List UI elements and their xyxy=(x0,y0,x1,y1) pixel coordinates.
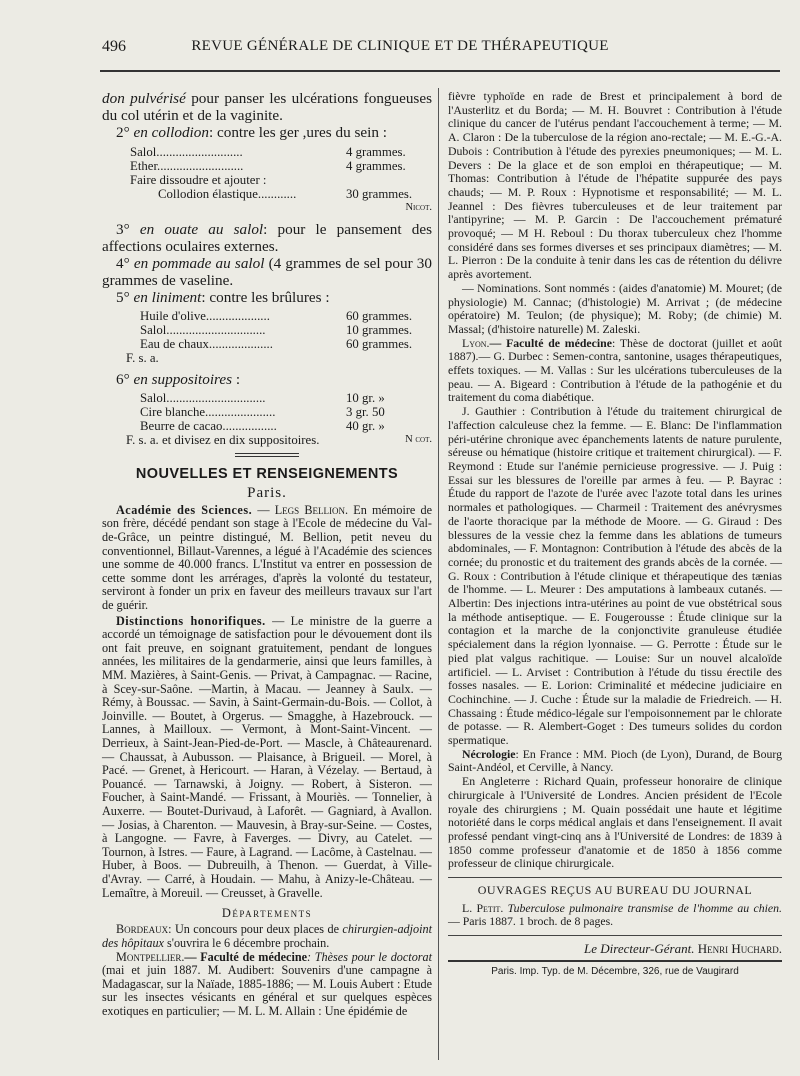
formula-line: Collodion élastique............ 30 grammes. xyxy=(158,187,413,201)
signature-nicot: Nicot. xyxy=(405,202,432,213)
item-ouate: 3° en ouate au salol: pour le pansement des affections oculaires externes. xyxy=(102,221,433,256)
item-liniment: 5° en liniment: contre les brûlures : xyxy=(116,289,330,307)
item-pommade: 4° en pommade au salol (4 grammes de sel pour 30 grammes de vaseline. xyxy=(102,255,432,290)
ornament-rule xyxy=(235,453,299,457)
ouvrage-entry: L. Petit. Tuberculose pulmonaire transmise de l'homme au chien. — Paris 1887. 1 broch. de 8 pages. xyxy=(448,900,782,929)
nominations-paragraph: — Nominations. Sont nommés : (aides d'anatomie) M. Mouret; (de physiologie) M. Cannac; (d'histologie) M. Arrivat ; (de médecine opératoire) M. Teulon; (de physique); M. Roby; (de chimie) M. Massal; (d'histoire naturelle) M. Zaleski. xyxy=(448,280,782,336)
running-title: REVUE GÉNÉRALE DE CLINIQUE ET DE THÉRAPEUTIQUE xyxy=(191,38,609,54)
montpellier-paragraph: Montpellier.— Faculté de médecine: Thèses pour le doctorat (mai et juin 1887. M. Audibert: Souvenirs d'une campagne à Madagascar, sur la Naïade, 1885-1886; — M. Louis Aubert : Etude sur les insectes vésicants en général et sur quelques espèces exotiques en particulier; — M. L. M. Allain : Une épidémie de xyxy=(102,949,433,1018)
formula-collodion xyxy=(102,145,432,201)
separator-rule xyxy=(448,935,782,936)
formula-line: Salol........................... 4 grammes. xyxy=(130,145,406,159)
formula-instruction: Faire dissoudre et ajouter : xyxy=(130,173,267,187)
formula-suppositoires xyxy=(102,391,432,433)
formula-line: Salol............................... 10 gr. » xyxy=(140,391,385,406)
running-header xyxy=(0,38,800,60)
bordeaux-paragraph: Bordeaux: Un concours pour deux places de chirurgien-adjoint des hôpitaux s'ouvrira le 6 décembre prochain. xyxy=(102,922,432,950)
intro-paragraph: don pulvérisé pour panser les ulcérations fongueuses du col utérin et de la vaginite. xyxy=(102,90,432,124)
heading-paris: Paris. xyxy=(247,484,287,501)
formula-line: Eau de chaux.................... 60 grammes. xyxy=(140,337,413,352)
formula-liniment xyxy=(102,309,432,351)
column-divider xyxy=(438,88,439,1060)
angleterre-paragraph: En Angleterre : Richard Quain, professeur honoraire de clinique chirurgicale à l'Université de Londres. Ancien président de l'Ecole royale des chirurgiens ; M. Quain possédait une haute et légitime notoriété dans le corps médical anglais et dans l'enseignement. Il avait professé pendant vingt-cinq ans à l'Université de Londres: de 1839 à 1850 comme professeur d'anatomie et de 1850 à 1856 comme professeur de clinique chirurgicale. xyxy=(448,774,782,871)
directeur-gerant: Le Directeur-Gérant. Henri Huchard. xyxy=(584,941,782,957)
distinctions-paragraph: Distinctions honorifiques. — Le ministre de la guerre a accordé un témoignage de satisfaction pour le dévouement dont ils ont fait preuve, en soignant gratuitement, pendant de longues années, les militaires de la gendarmerie, ainsi que leurs familles, à MM. Mazières, à Saint-Genis. — Privat, à Campagnac. — Racine, à Scey-sur-Saône. —Martin, à Macau. — Jeanney à Saulx. — Rémy, à Boussac. — Savin, à Saint-Germain-du-Bois. — Collot, à Joinville. — Boutet, à Orgerus. — Smagghe, à Hazebrouck. — Lannes, à Mailloux. — Vermont, à Mont-Saint-Vincent. — Derrieux, à Saint-Jean-Pied-de-Port. — Mascle, à Châteaurenard. — Chaussat, à Aubusson. — Plaisance, à Brigueil. — Morel, à Pacé. — Grenet, à Hericourt. — Haran, à Vézelay. — Bertaud, à Pouancé. — Tarnawski, à Joigny. — Robert, à Sisteron. — Foucher, à Saint-Mandé. — Frissant, à Mouriès. — Tonnelier, à Auxerre. — Boutet-Durivaud, à Laforêt. — Gagniard, à Avallon. — Josias, à Charenton. — Mauvesin, à Bray-sur-Seine. — Costes, à Langogne. — Favre, à Faverges. — Divry, au Catelet. — Tournon, à Istres. — Faure, à Lagrand. — Lacôme, à Castelnau. — Huber, à Boos. — Dubreuilh, à Thenon. — Guerdat, à Ville-d'Avray. — Carré, à Houdain. — Mahu, à Anizy-le-Château. —Lemaître, à Moreuil. — Creusset, à Gravelle. xyxy=(102,613,432,900)
formula-line: Ether........................... 4 grammes. xyxy=(130,159,406,173)
academie-paragraph: Académie des Sciences. — Legs Bellion. En mémoire de son frère, décédé pendant son stage à l'Ecole de médecine du Val-de-Grâce, un peintre distingué, M. Bellion, petit neveu du conventionnel, Billaut-Varennes, a légué à l'Académie des sciences une somme de 40.000 francs. L'Institut va entrer en possession de cette somme dont les arrérages, d'après la volonté du testateur, serviront à fonder un prix en faveur des meilleurs travaux sur l'art de guérir. xyxy=(102,502,432,613)
page-number: 496 xyxy=(102,38,126,55)
necrologie-paragraph: Nécrologie: En France : MM. Pioch (de Lyon), Durand, de Bourg Saint-Andéol, et Cerville, à Nancy. xyxy=(448,746,782,775)
section-title-nouvelles: NOUVELLES ET RENSEIGNEMENTS xyxy=(135,466,399,483)
right-column xyxy=(448,90,782,979)
header-rule xyxy=(100,70,780,72)
separator-rule xyxy=(448,877,782,878)
lyon-theses-paragraph: J. Gauthier : Contribution à l'étude du traitement chirurgical de l'affection calculeuse chez la femme. — E. Blanc: De l'inflammation péri-utérine chronique avec épanchements latents de nature purulente, séreuse ou hématique (histoire critique et traitement chirurgical). — F. Reymond : Etude sur l'anémie pernicieuse progressive. — J. Puig : Essai sur les blessures de l'oreille par armes à feu. — P. Bayrac : Étude du rapport de l'azote de l'urée avec l'azote total dans les urines normales et pathologiques. — Charmeil : Traitement des anévrysmes de l'aorte thoracique par la méthode de Moore. — G. Giraud : Des blessures de la vessie chez la femme dans les ablations de tumeurs abdominales, — F. Montagnon: Contribution à l'étude des abcès de la cornée; du pronostic et du traitement des grands abcès de la cornée. — G. Roux : Contribution à l'étude clinique et thérapeutique des tænias de l'homme. — L. Meurer : Des amputations à lambeaux cutanés. — Albertin: Des injections intra-utérines au point de vue obstétrical sous la méthode antiseptique. — E. Fougerousse : Étude clinique sur la contagion et la marche de la conjonctivite granuleuse étudiée spécialement dans la région lyonnaise. — G. Perrotte : Étude sur le pied plat valgus rachitique. — Louise: Sur un nouvel alcaloïde artificiel. — L. Arviset : Contribution à l'étude du tissu érectile des fosses nasales. — E. Lorion: Criminalité et médecine judiciaire en Cochinchine. — J. Cuche : Étude sur la maladie de Friedreich. — H. Chassaing : Étude médico-légale sur l'empoisonnement par le chlorate de potasse. — R. Alembert-Goget : Des tumeurs solides du cordon spermatique. xyxy=(448,404,782,748)
item-suppositoires: 6° en suppositoires : xyxy=(116,371,241,389)
theses-continued: fièvre typhoïde en rade de Brest et principalement à bord de l'Austerlitz et du Borda; — M. H. Bouvret : Contribution à l'étude clinique du cancer de l'utérus pendant l'accouchement à terme; — M. A. Claron : De la tuberculose de la région ano-rectale; — M. E.-G.-A. Dubois : Contribution à l'étude des pyrexies pneumoniques; — M. L. Devers : De la glace et de son emploi en thérapeutique; — M. Thomas: Contribution à l'étude de l'hépatite suppurée des pays chauds; — M. P. Roux : Hypnotisme et responsabilité; — M. L. Jeannel : Des fièvres tuberculeuses et de leur traitement par l'antipyrine; — M. P. Garcin : De l'accouchement prématuré provoqué; — M H. Reboul : Du thorax tuberculeux chez l'homme considéré dans ses formes diverses et ses principaux diamètres; — M. L. Pierron : De la conduite à tenir dans les cas de rétention du délivre après avortement. xyxy=(448,89,782,282)
fsa-note: F. s. a. xyxy=(126,351,159,366)
lyon-paragraph: Lyon.— Faculté de médecine: Thèse de doctorat (juillet et août 1887).— G. Durbec : Semen-contra, santonine, usages thérapeutiques, effets toxiques. — M. Vallas : Sur les ulcérations tuberculeuses de la peau. — A. Bigeard : Contribution à l'étude de la pathogénie et du traitement du coma diabétique. xyxy=(448,335,782,405)
imprint-line: Paris. Imp. Typ. de M. Décembre, 326, rue de Vaugirard xyxy=(491,965,739,977)
formula-line: Cire blanche...................... 3 gr. 50 xyxy=(140,405,385,420)
left-column xyxy=(102,90,432,1019)
fsa-note: F. s. a. et divisez en dix suppositoires. N cot. xyxy=(126,433,432,448)
formula-line: Huile d'olive.................... 60 grammes. xyxy=(140,309,413,324)
formula-line: Beurre de cacao................. 40 gr. » xyxy=(140,419,385,434)
imprint-rule xyxy=(448,960,782,962)
item-collodion: 2° en collodion: contre les ger ,ures du sein : xyxy=(116,124,387,141)
ouvrages-title: OUVRAGES REÇUS AU BUREAU DU JOURNAL xyxy=(477,883,753,898)
heading-departements: Départements xyxy=(221,906,313,921)
formula-line: Salol............................... 10 grammes. xyxy=(140,323,413,338)
